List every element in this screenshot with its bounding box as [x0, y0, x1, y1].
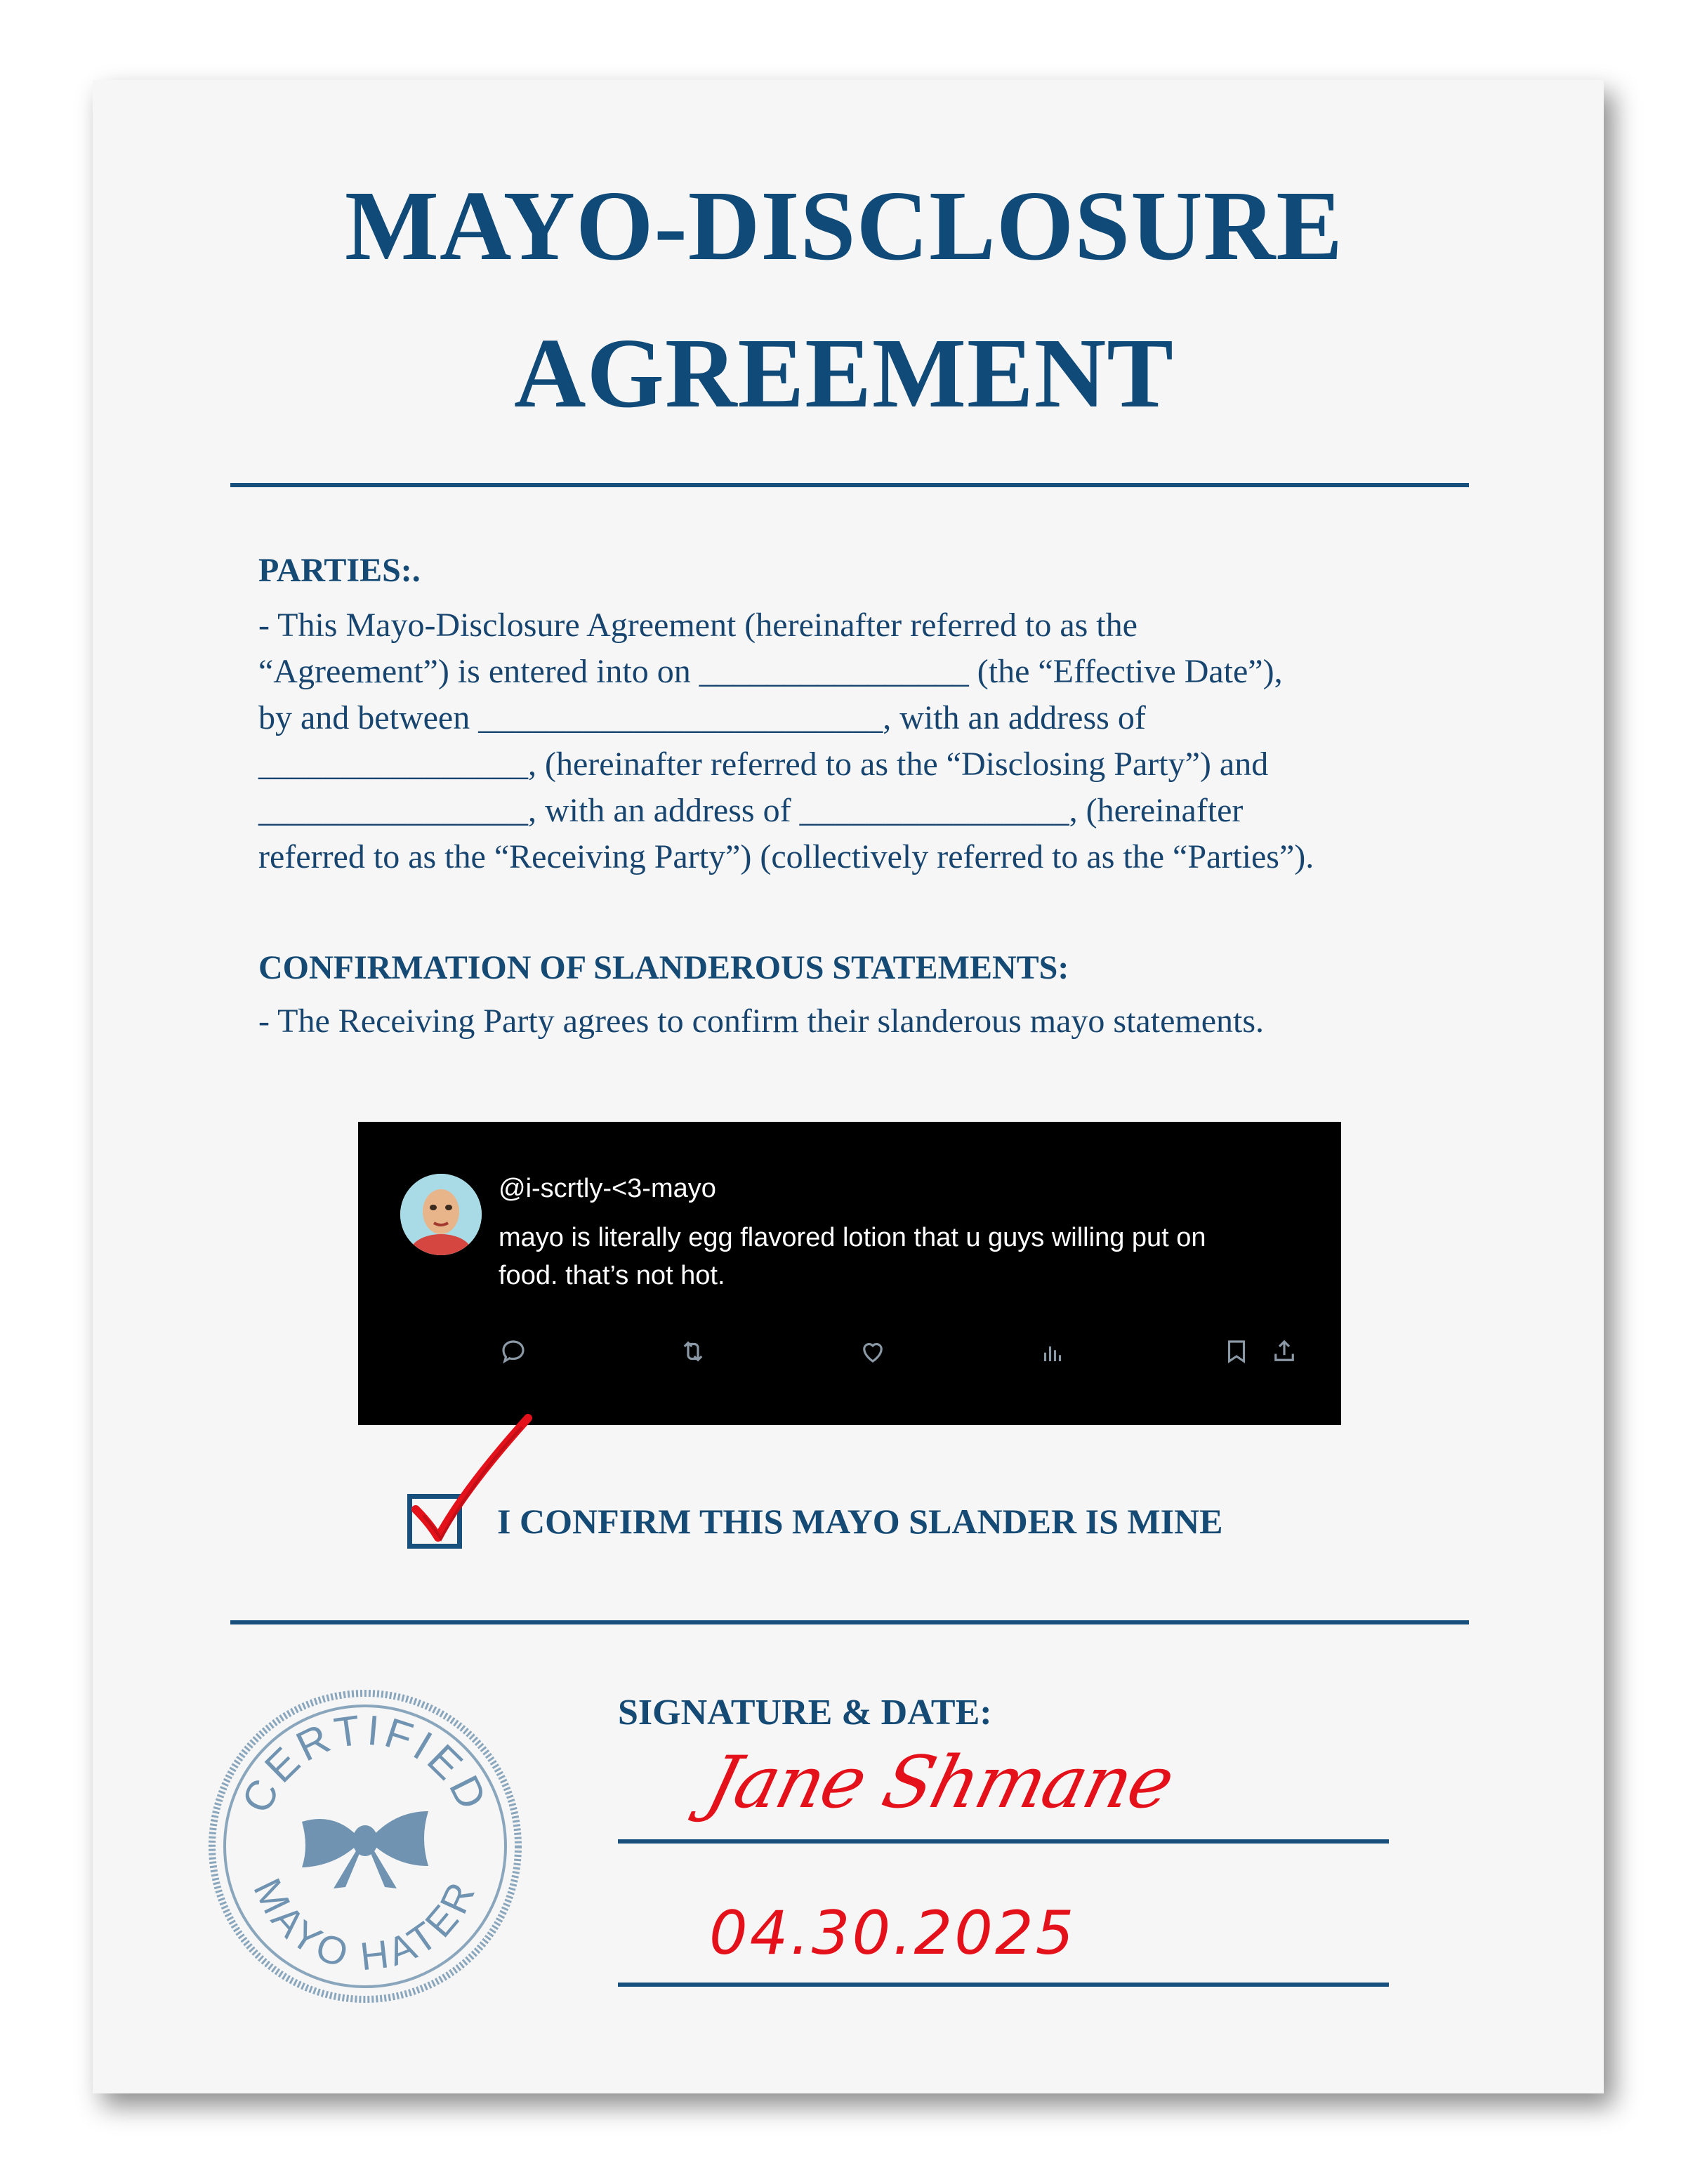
avatar[interactable]: [400, 1174, 482, 1255]
svg-text:CERTIFIED: [232, 1706, 498, 1820]
date-line[interactable]: [618, 1983, 1389, 1987]
confirm-label: I CONFIRM THIS MAYO SLANDER IS MINE: [497, 1502, 1223, 1541]
title-divider: [230, 483, 1469, 487]
signature-heading: SIGNATURE & DATE:: [618, 1693, 992, 1733]
signature-date: 04.30.2025: [709, 1898, 1076, 1968]
tweet-handle[interactable]: @i-scrtly-<3-mayo: [499, 1174, 716, 1203]
share-icon[interactable]: [1270, 1337, 1299, 1366]
like-icon[interactable]: [858, 1337, 888, 1366]
title-line-2: AGREEMENT: [514, 317, 1174, 428]
footer-divider: [230, 1620, 1469, 1624]
parties-line: ________________, with an address of ________________, (hereinafter: [258, 792, 1244, 829]
stamp-text-bottom: MAYO HATER: [245, 1871, 485, 1979]
confirmation-text: - The Receiving Party agrees to confirm their slanderous mayo statements.: [258, 1002, 1265, 1040]
title-line-1: MAYO-DISCLOSURE: [344, 170, 1344, 281]
parties-line: referred to as the “Receiving Party”) (collectively referred to as the “Parties”).: [258, 838, 1314, 875]
parties-section: [258, 548, 1494, 880]
parties-line: ________________, (hereinafter referred to as the “Disclosing Party”) and: [258, 746, 1269, 783]
reply-icon[interactable]: [499, 1337, 528, 1366]
svg-text:MAYO HATER: [245, 1872, 484, 1979]
bookmark-icon[interactable]: [1222, 1337, 1251, 1366]
parties-line: - This Mayo-Disclosure Agreement (hereinafter referred to as the: [258, 607, 1138, 644]
tweet-card[interactable]: [358, 1122, 1341, 1425]
parties-line: “Agreement”) is entered into on ________________ (the “Effective Date”),: [258, 653, 1283, 690]
signature-name: Jane Shmane: [699, 1741, 1182, 1825]
bow-icon: [302, 1811, 428, 1888]
signature-line[interactable]: [618, 1839, 1389, 1844]
parties-heading: PARTIES:.: [258, 552, 421, 589]
stamp-text-top: CERTIFIED: [232, 1705, 498, 1820]
tweet-text: mayo is literally egg flavored lotion that u guys willing put on food. that’s not hot.: [499, 1223, 1206, 1290]
confirmation-section: [258, 945, 1494, 1045]
views-icon[interactable]: [1038, 1337, 1067, 1366]
parties-text: [258, 602, 1494, 880]
certified-stamp: [197, 1678, 534, 2015]
parties-line: by and between ________________________, with an address of: [258, 699, 1146, 736]
retweet-icon[interactable]: [678, 1337, 708, 1366]
confirmation-heading: CONFIRMATION OF SLANDEROUS STATEMENTS:: [258, 949, 1069, 986]
